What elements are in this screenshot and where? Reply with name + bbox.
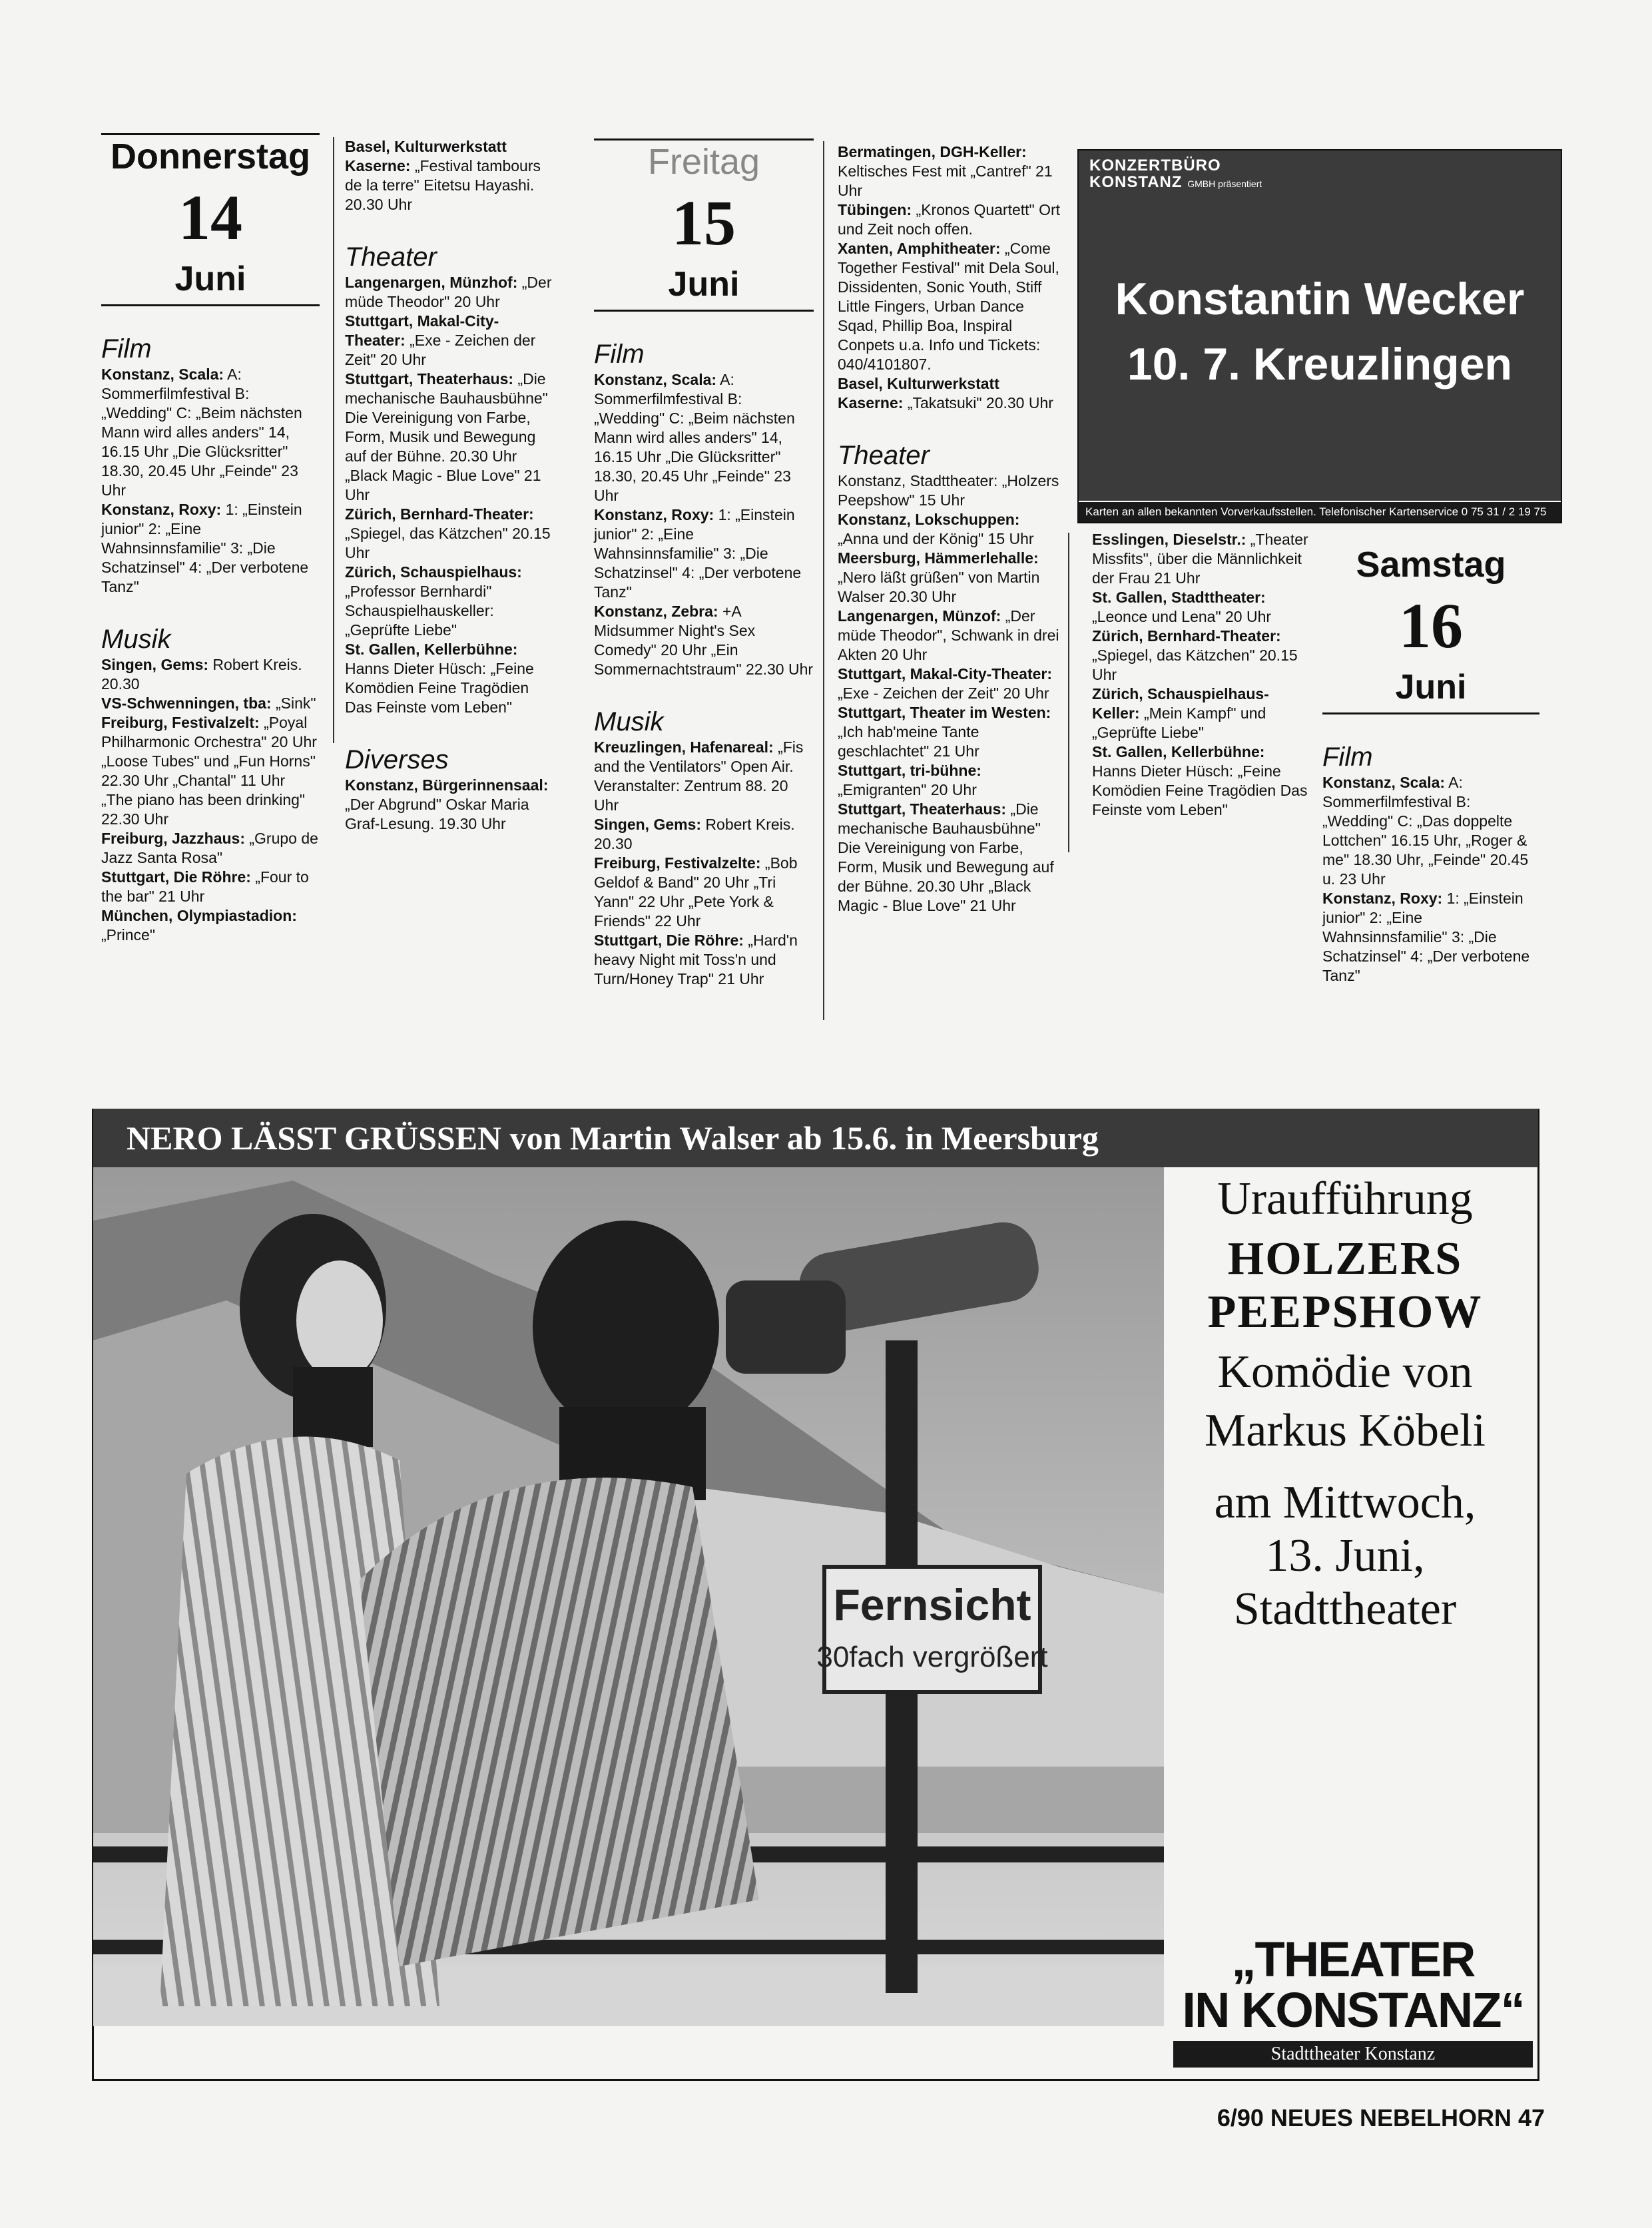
listing-venue: Stuttgart, tri-bühne: bbox=[838, 762, 981, 779]
listing-venue: Freiburg, Festivalzelt: bbox=[101, 714, 260, 731]
logo-line3: Stadttheater Konstanz bbox=[1173, 2041, 1533, 2068]
listing-entry bbox=[594, 738, 814, 815]
listing-entry bbox=[101, 655, 320, 694]
listing-entry bbox=[838, 200, 1064, 239]
entry-list bbox=[345, 776, 559, 834]
listing-text: „Leonce und Lena" 20 Uhr bbox=[1092, 608, 1272, 625]
listing-text: „Fis and the Ventilators" Open Air. Veranstalter: Zentrum 88. 20 Uhr bbox=[594, 738, 804, 814]
day-name: Samstag bbox=[1356, 545, 1506, 585]
day-month: Juni bbox=[668, 265, 740, 304]
listing-text: „Grupo de Jazz Santa Rosa" bbox=[101, 830, 318, 866]
listing-entry bbox=[594, 505, 814, 602]
listing-venue: Konstanz, Bürgerinnensaal: bbox=[345, 776, 549, 794]
listing-entry bbox=[838, 471, 1064, 510]
day-month: Juni bbox=[174, 260, 246, 298]
listing-venue: Langenargen, Münzhof: bbox=[345, 274, 518, 291]
listing-venue: Zürich, Schauspielhaus-Keller: bbox=[1092, 685, 1269, 722]
entry-list bbox=[345, 273, 559, 717]
listing-venue: St. Gallen, Kellerbühne: bbox=[345, 641, 518, 658]
listing-entry bbox=[345, 273, 559, 312]
listing-venue: Esslingen, Dieselstr.: bbox=[1092, 531, 1246, 548]
column-thursday bbox=[101, 133, 320, 945]
listing-entry bbox=[838, 239, 1064, 374]
listing-venue: Stuttgart, Theaterhaus: bbox=[345, 370, 514, 388]
listing-entry bbox=[101, 906, 320, 945]
listing-venue: Basel, Kulturwerkstatt Kaserne: bbox=[838, 375, 999, 412]
concert-artist: Konstantin Wecker bbox=[1115, 274, 1525, 324]
listing-text: „Kronos Quartett" Ort und Zeit noch offen. bbox=[838, 201, 1061, 238]
day-rule bbox=[594, 310, 814, 312]
listing-entry bbox=[345, 312, 559, 370]
listing-entry bbox=[1092, 742, 1312, 820]
column-divider bbox=[823, 141, 824, 1020]
promo-line: PEEPSHOW bbox=[1207, 1286, 1483, 1338]
concert-ad bbox=[1077, 149, 1562, 523]
listing-text: „Theater Missfits", über die Männlichkeit der Frau 21 Uhr bbox=[1092, 531, 1308, 587]
listing-venue: Stuttgart, Makal-City-Theater: bbox=[345, 312, 499, 349]
listing-text: +A Midsummer Night's Sex Comedy" 20 Uhr „Ein Sommernachtstraum" 22.30 Uhr bbox=[594, 603, 814, 678]
listing-entry bbox=[1322, 889, 1539, 985]
listing-text: A: Sommerfilmfestival B: „Wedding" C: „Beim nächsten Mann wird alles anders" 14, 16.15 Uhr „Die Glücksritter" 18.30, 20.45 Uhr „Feinde" 23 Uhr bbox=[594, 371, 795, 504]
listing-text: „Exe - Zeichen der Zeit" 20 Uhr bbox=[345, 332, 536, 368]
listing-entry bbox=[1092, 627, 1312, 685]
listing-venue: Tübingen: bbox=[838, 201, 912, 218]
listing-venue: Konstanz, Roxy: bbox=[1322, 890, 1443, 907]
listing-venue: St. Gallen, Stadttheater: bbox=[1092, 589, 1266, 606]
listing-venue: Singen, Gems: bbox=[101, 656, 209, 673]
section-title-theater: Theater bbox=[345, 242, 437, 272]
listing-entry bbox=[345, 640, 559, 717]
section-title-film: Film bbox=[594, 340, 645, 369]
column-divider bbox=[333, 137, 334, 743]
listing-text: Hanns Dieter Hüsch: „Feine Komödien Feine Tragödien Das Feinste vom Leben" bbox=[345, 660, 534, 716]
listing-text: „Come Together Festival" mit Dela Soul, Dissidenten, Sonic Youth, Stiff Little Fingers, Urban Dance Sqad, Phillip Boa, Inspiral Conpets u.a. Info und Tickets: 040/4101807. bbox=[838, 240, 1059, 373]
listing-venue: Konstanz, Roxy: bbox=[101, 501, 222, 518]
listing-venue: Zürich, Bernhard-Theater: bbox=[1092, 627, 1281, 645]
page-footer: 6/90 NEUES NEBELHORN 47 bbox=[1217, 2104, 1545, 2131]
listing-venue: Meersburg, Hämmerlehalle: bbox=[838, 549, 1039, 567]
section-title-diverses: Diverses bbox=[345, 745, 449, 774]
listing-text: 1: „Einstein junior" 2: „Eine Wahnsinnsfamilie" 3: „Die Schatzinsel" 4: „Der verbotene Tanz" bbox=[1322, 890, 1530, 984]
promo-line: Komödie von bbox=[1217, 1346, 1473, 1398]
listing-entry bbox=[594, 931, 814, 989]
listing-entry bbox=[345, 563, 559, 640]
listing-text: „Emigranten" 20 Uhr bbox=[838, 781, 977, 798]
entry-list bbox=[101, 655, 320, 945]
listing-entry bbox=[101, 365, 320, 500]
concert-date-place: 10. 7. Kreuzlingen bbox=[1127, 339, 1513, 390]
listing-entry bbox=[101, 829, 320, 868]
column-friday-continued bbox=[838, 142, 1064, 916]
ad-photo bbox=[93, 1167, 1164, 2026]
listing-text: „Poyal Philharmonic Orchestra" 20 Uhr „Loose Tubes" und „Fun Horns" 22.30 Uhr „Chantal" 11 Uhr „The piano has been drinking" 22.30 Uhr bbox=[101, 714, 317, 828]
section-title-film: Film bbox=[101, 334, 152, 364]
listing-text: „Nero läßt grüßen" von Martin Walser 20.30 Uhr bbox=[838, 569, 1040, 605]
promo-line: am Mittwoch, bbox=[1214, 1477, 1476, 1528]
listing-text: „Bob Geldof & Band" 20 Uhr „Tri Yann" 22 Uhr „Pete York & Friends" 22 Uhr bbox=[594, 854, 798, 930]
day-header-thursday bbox=[101, 135, 320, 300]
entry-list bbox=[345, 137, 559, 214]
promo-line: Stadttheater bbox=[1233, 1583, 1457, 1635]
listing-text: „Die mechanische Bauhausbühne" Die Vereinigung von Farbe, Form, Musik und Bewegung auf der Bühne. 20.30 Uhr „Black Magic - Blue Love" 21 Uhr bbox=[345, 370, 548, 503]
listing-entry bbox=[1092, 530, 1312, 588]
listing-venue: Konstanz, Scala: bbox=[101, 366, 224, 383]
entry-list bbox=[101, 365, 320, 597]
promo-line: Uraufführung bbox=[1217, 1173, 1473, 1225]
day-header-friday bbox=[594, 140, 814, 306]
listing-entry bbox=[345, 776, 559, 834]
column-friday bbox=[594, 139, 814, 989]
listing-entry bbox=[345, 505, 559, 563]
theater-logo bbox=[1173, 1934, 1533, 2068]
concert-organizer: KONZERTBÜRO KONSTANZ GMBH präsentiert bbox=[1089, 156, 1262, 191]
entry-list bbox=[838, 471, 1064, 916]
listing-entry bbox=[345, 137, 559, 214]
listing-venue: Konstanz, Lokschuppen: bbox=[838, 511, 1020, 528]
listing-venue: München, Olympiastadion: bbox=[101, 907, 297, 924]
listing-venue: Stuttgart, Theaterhaus: bbox=[838, 800, 1007, 818]
sign-text-line2: 30fach vergrößert bbox=[816, 1641, 1048, 1673]
listing-text: Hanns Dieter Hüsch: „Feine Komödien Feine Tragödien Das Feinste vom Leben" bbox=[1092, 762, 1308, 818]
listing-text: „Spiegel, das Kätzchen" 20.15 Uhr bbox=[345, 525, 551, 561]
section-title-film: Film bbox=[1322, 742, 1373, 772]
listing-venue: Stuttgart, Makal-City-Theater: bbox=[838, 665, 1053, 683]
listing-text: „Sink" bbox=[271, 695, 316, 712]
promo-line: HOLZERS bbox=[1227, 1233, 1463, 1284]
concert-ticket-info: Karten an allen bekannten Vorverkaufsstellen. Telefonischer Kartenservice 0 75 31 / 2 19 75 bbox=[1079, 501, 1561, 522]
entry-list bbox=[838, 142, 1064, 413]
day-number: 16 bbox=[1399, 590, 1463, 661]
promo-line: Markus Köbeli bbox=[1205, 1405, 1486, 1456]
listing-venue: Singen, Gems: bbox=[594, 816, 702, 833]
logo-line2: IN KONSTANZ“ bbox=[1182, 1982, 1524, 2038]
section-title-musik: Musik bbox=[101, 625, 171, 654]
listing-text: 1: „Einstein junior" 2: „Eine Wahnsinnsfamilie" 3: „Die Schatzinsel" 4: „Der verbotene Tanz" bbox=[101, 501, 309, 595]
listing-entry bbox=[838, 142, 1064, 200]
day-number: 14 bbox=[178, 182, 242, 253]
entry-list bbox=[594, 738, 814, 989]
column-thursday-continued bbox=[345, 137, 559, 834]
listing-venue: Zürich, Schauspielhaus: bbox=[345, 563, 522, 581]
listing-text: „Die mechanische Bauhausbühne" Die Vereinigung von Farbe, Form, Musik und Bewegung auf der Bühne. 20.30 Uhr „Black Magic - Blue Love" 21 Uhr bbox=[838, 800, 1054, 914]
listing-text: Robert Kreis. 20.30 bbox=[101, 656, 302, 693]
listing-entry bbox=[838, 510, 1064, 549]
day-number: 15 bbox=[672, 187, 736, 258]
listing-text: „Ich hab'meine Tante geschlachtet" 21 Uhr bbox=[838, 723, 979, 760]
listing-text: A: Sommerfilmfestival B: „Wedding" C: „Beim nächsten Mann wird alles anders" 14, 16.15 Uhr „Die Glücksritter" 18.30, 20.45 Uhr „Feinde" 23 Uhr bbox=[101, 366, 302, 499]
listing-entry bbox=[594, 854, 814, 931]
theater-ad-banner: NERO LÄSST GRÜSSEN von Martin Walser ab 15.6. in Meersburg bbox=[93, 1109, 1538, 1167]
day-name: Freitag bbox=[647, 142, 760, 182]
listing-venue: Bermatingen, DGH-Keller: bbox=[838, 143, 1027, 160]
theater-ad-promo bbox=[1172, 1167, 1518, 1636]
listing-venue: Stuttgart, Die Röhre: bbox=[594, 932, 744, 949]
listing-text: „Four to the bar" 21 Uhr bbox=[101, 868, 309, 905]
listing-entry bbox=[594, 370, 814, 505]
day-header-saturday bbox=[1322, 543, 1539, 708]
listing-text: A: Sommerfilmfestival B: „Wedding" C: „Das doppelte Lottchen" 16.15 Uhr, „Roger & me" 18.30 Uhr, „Feinde" 20.45 u. 23 Uhr bbox=[1322, 774, 1529, 888]
listing-text: 1: „Einstein junior" 2: „Eine Wahnsinnsfamilie" 3: „Die Schatzinsel" 4: „Der verbotene Tanz" bbox=[594, 506, 802, 601]
listing-entry bbox=[101, 868, 320, 906]
listing-entry bbox=[594, 815, 814, 854]
sign-text-line1: Fernsicht bbox=[833, 1580, 1031, 1629]
listing-entry bbox=[838, 703, 1064, 761]
listing-text: „Professor Bernhardi" Schauspielhauskeller: „Geprüfte Liebe" bbox=[345, 583, 494, 639]
day-rule bbox=[1322, 712, 1539, 714]
section-title-musik: Musik bbox=[594, 707, 664, 736]
listing-text: „Hard'n heavy Night mit Toss'n und Turn/Honey Trap" 21 Uhr bbox=[594, 932, 798, 987]
listing-venue: Kreuzlingen, Hafenareal: bbox=[594, 738, 774, 756]
ad-photo-illustration bbox=[93, 1167, 1164, 2026]
listing-entry bbox=[838, 665, 1064, 703]
listing-venue: Konstanz, Zebra: bbox=[594, 603, 718, 620]
listing-text: Robert Kreis. 20.30 bbox=[594, 816, 795, 852]
column-theater-more bbox=[1092, 530, 1312, 820]
listing-venue: Freiburg, Jazzhaus: bbox=[101, 830, 245, 847]
listing-entry bbox=[838, 800, 1064, 916]
listing-entry bbox=[838, 761, 1064, 800]
listing-text: „Takatsuki" 20.30 Uhr bbox=[903, 394, 1053, 412]
listing-entry bbox=[1092, 685, 1312, 742]
listing-venue: Konstanz, Roxy: bbox=[594, 506, 714, 523]
column-saturday bbox=[1322, 543, 1539, 985]
listing-entry bbox=[838, 549, 1064, 607]
listing-entry bbox=[101, 694, 320, 713]
listing-entry bbox=[1322, 773, 1539, 889]
listing-text: „Festival tambours de la terre" Eitetsu Hayashi. 20.30 Uhr bbox=[345, 157, 541, 213]
listing-text: Keltisches Fest mit „Cantref" 21 Uhr bbox=[838, 162, 1053, 199]
logo-line1: „THEATER bbox=[1231, 1932, 1475, 1987]
listing-text: „Prince" bbox=[101, 926, 156, 944]
listing-text: „Der Abgrund" Oskar Maria Graf-Lesung. 19.30 Uhr bbox=[345, 796, 529, 832]
listing-text: „Der müde Theodor" 20 Uhr bbox=[345, 274, 552, 310]
listing-venue: VS-Schwenningen, tba: bbox=[101, 695, 272, 712]
day-rule bbox=[101, 304, 320, 306]
listing-text: „Exe - Zeichen der Zeit" 20 Uhr bbox=[838, 685, 1049, 702]
day-month: Juni bbox=[1395, 668, 1467, 706]
listing-text: „Der müde Theodor", Schwank in drei Akten 20 Uhr bbox=[838, 607, 1059, 663]
listing-venue: Stuttgart, Die Röhre: bbox=[101, 868, 251, 886]
listing-venue: Freiburg, Festivalzelte: bbox=[594, 854, 761, 872]
listing-venue: Xanten, Amphitheater: bbox=[838, 240, 1001, 257]
column-divider bbox=[1068, 533, 1069, 852]
listing-venue: Konstanz, Scala: bbox=[1322, 774, 1446, 791]
day-name: Donnerstag bbox=[110, 137, 311, 176]
listing-entry bbox=[1092, 588, 1312, 627]
listing-entry bbox=[838, 374, 1064, 413]
listing-text: Konstanz, Stadttheater: „Holzers Peepshow" 15 Uhr bbox=[838, 472, 1059, 509]
entry-list bbox=[594, 370, 814, 679]
entry-list bbox=[1322, 773, 1539, 985]
listing-entry bbox=[594, 602, 814, 679]
listing-entry bbox=[345, 370, 559, 505]
listing-venue: Zürich, Bernhard-Theater: bbox=[345, 505, 534, 523]
listing-entry bbox=[101, 500, 320, 597]
listing-entry bbox=[838, 607, 1064, 665]
listing-text: „Anna und der König" 15 Uhr bbox=[838, 530, 1034, 547]
listing-venue: Langenargen, Münzof: bbox=[838, 607, 1001, 625]
listing-venue: St. Gallen, Kellerbühne: bbox=[1092, 743, 1265, 760]
listing-text: „Mein Kampf" und „Geprüfte Liebe" bbox=[1092, 704, 1266, 741]
promo-line: 13. Juni, bbox=[1265, 1530, 1425, 1581]
listing-venue: Konstanz, Scala: bbox=[594, 371, 717, 388]
listing-venue: Basel, Kulturwerkstatt Kaserne: bbox=[345, 138, 507, 174]
entry-list bbox=[1092, 530, 1312, 820]
section-title-theater: Theater bbox=[838, 441, 930, 470]
listing-text: „Spiegel, das Kätzchen" 20.15 Uhr bbox=[1092, 647, 1298, 683]
listing-venue: Stuttgart, Theater im Westen: bbox=[838, 704, 1051, 721]
listing-entry bbox=[101, 713, 320, 829]
